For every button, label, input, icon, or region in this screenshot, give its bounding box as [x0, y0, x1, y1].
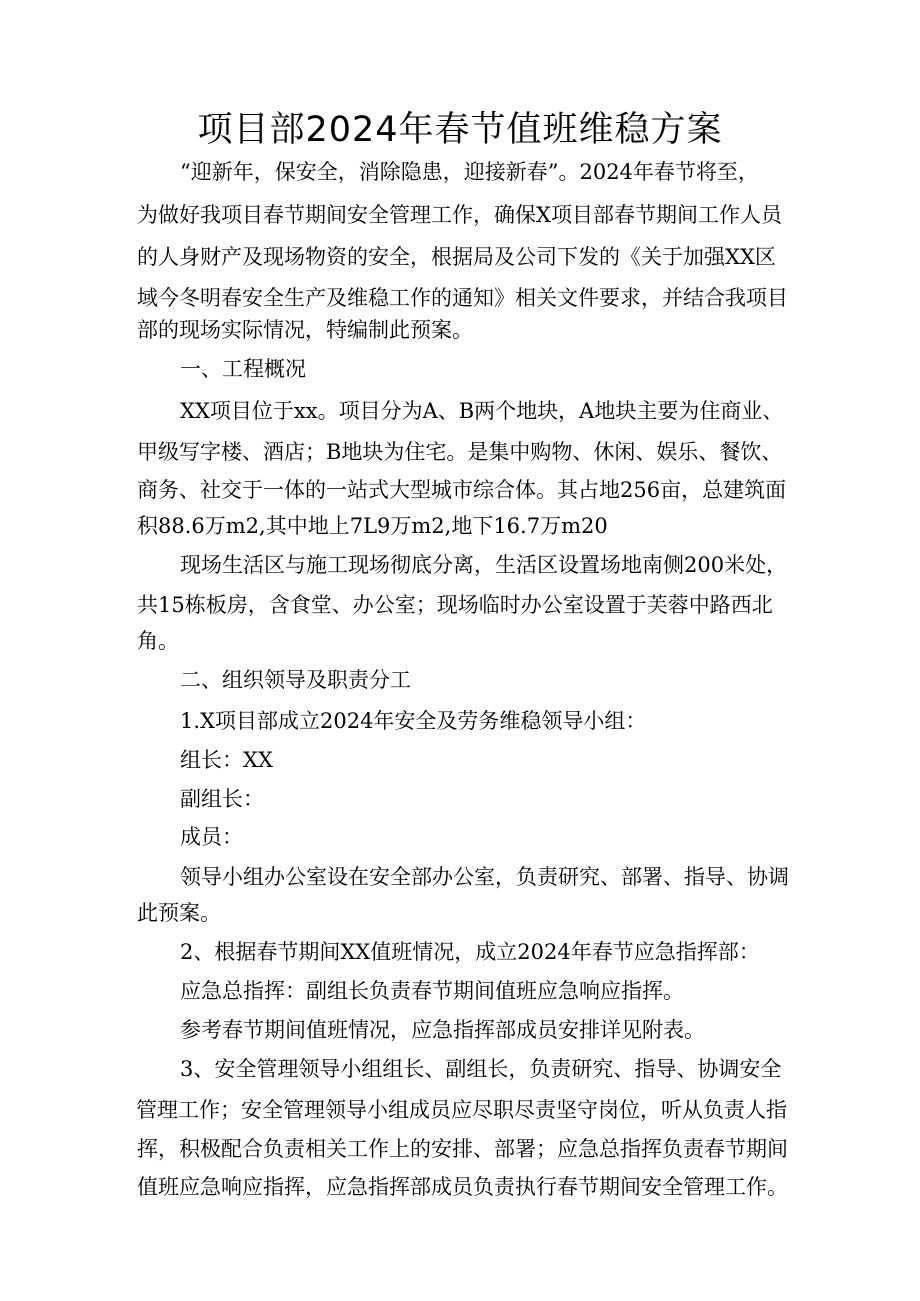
paragraph-line: 域今冬明春安全生产及维稳工作的通知》相关文件要求，并结合我项目: [137, 286, 788, 310]
paragraph-line: 共15栋板房，含食堂、办公室；现场临时办公室设置于芙蓉中路西北: [137, 593, 773, 617]
paragraph-line: 应急总指挥：副组长负责春节期间值班应急响应指挥。: [180, 979, 684, 1003]
paragraph-line: 参考春节期间值班情况，应急指挥部成员安排详见附表。: [180, 1018, 705, 1042]
paragraph-line: 积88.6万m2,其中地上7L9万m2,地下16.7万m20: [137, 514, 608, 538]
paragraph-line: 角。: [137, 629, 179, 653]
document-title: 项目部2024年春节值班维稳方案: [197, 110, 723, 150]
paragraph-line: 甲级写字楼、酒店；B地块为住宅。是集中购物、休闲、娱乐、餐饮、: [137, 440, 783, 464]
paragraph-line: 领导小组办公室设在安全部办公室，负责研究、部署、指导、协调: [180, 865, 789, 889]
paragraph-line: 1.X项目部成立2024年安全及劳务维稳领导小组：: [180, 709, 647, 733]
paragraph-line: 2、根据春节期间XX值班情况，成立2024年春节应急指挥部：: [180, 940, 760, 964]
paragraph-line: 管理工作；安全管理领导小组成员应尽职尽责坚守岗位，听从负责人指: [136, 1098, 787, 1122]
paragraph-line: XX项目位于xx。项目分为A、B两个地块，A地块主要为住商业、: [180, 399, 784, 423]
paragraph-line: 3、安全管理领导小组组长、副组长，负责研究、指导、协调安全: [180, 1057, 782, 1081]
paragraph-line: 此预案。: [137, 901, 221, 925]
paragraph-line: 挥，积极配合负责相关工作上的安排、部署；应急总指挥负责春节期间: [137, 1137, 788, 1161]
paragraph-line: 商务、社交于一体的一站式大型城市综合体。其占地256亩，总建筑面: [137, 478, 787, 502]
paragraph-line: 为做好我项目春节期间安全管理工作，确保X项目部春节期间工作人员: [137, 203, 782, 227]
paragraph-line: “迎新年，保安全，消除隐患，迎接新春”。2024年春节将至，: [180, 160, 759, 184]
paragraph-line: 部的现场实际情况，特编制此预案。: [137, 318, 473, 342]
section-heading: 二、组织领导及职责分工: [180, 668, 411, 692]
paragraph-line: 的人身财产及现场物资的安全，根据局及公司下发的《关于加强XX区: [137, 245, 776, 269]
paragraph-line: 组长：XX: [180, 748, 273, 772]
paragraph-line: 成员：: [180, 825, 243, 849]
section-heading: 一、工程概况: [180, 357, 306, 381]
paragraph-line: 副组长：: [180, 787, 264, 811]
paragraph-line: 现场生活区与施工现场彻底分离，生活区设置场地南侧200米处，: [180, 553, 788, 577]
paragraph-line: 值班应急响应指挥，应急指挥部成员负责执行春节期间安全管理工作。: [137, 1175, 788, 1199]
